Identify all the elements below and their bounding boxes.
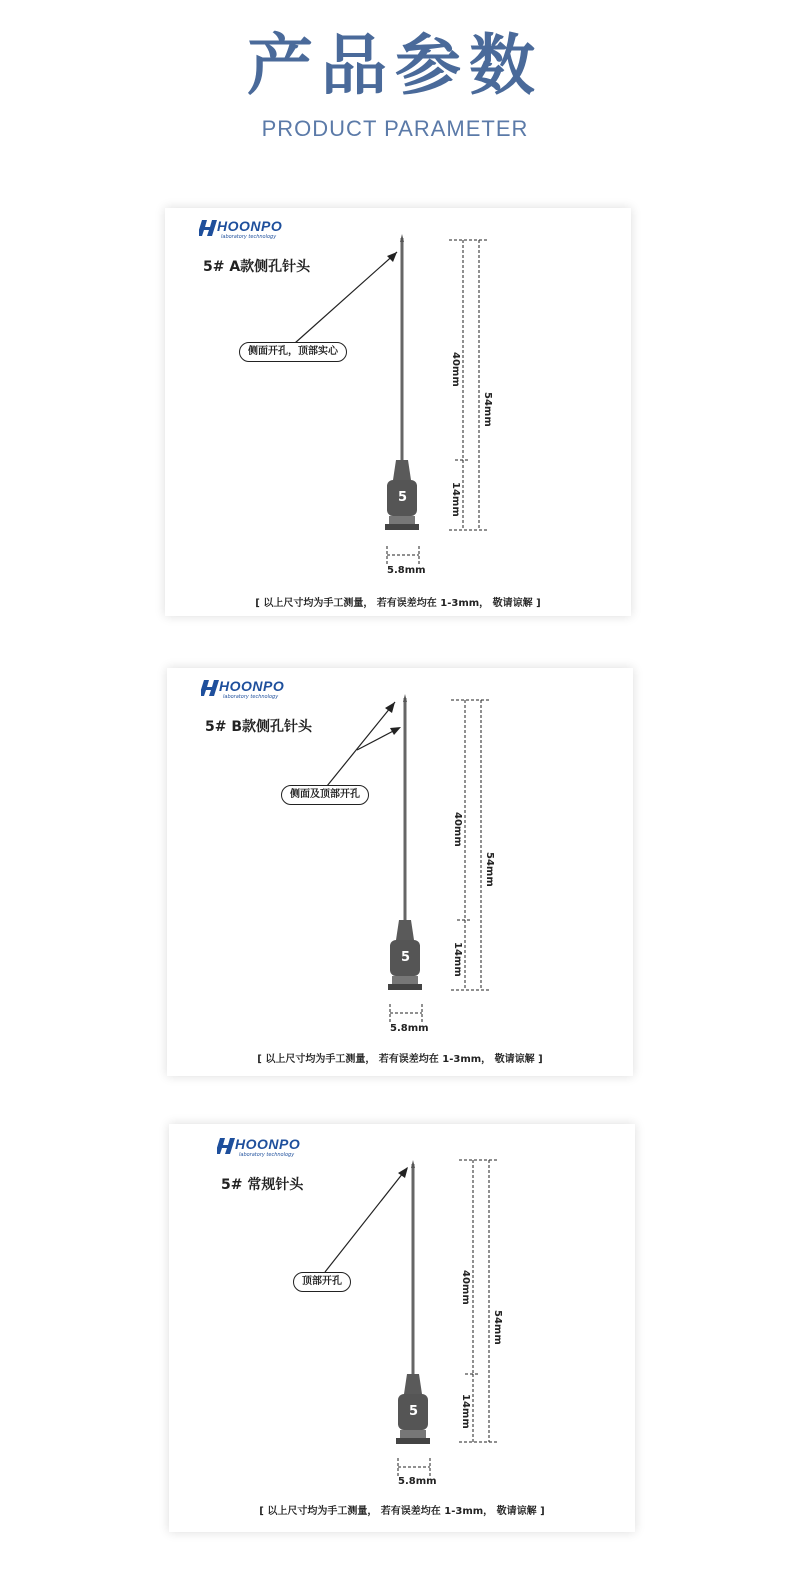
dim-hub-width: 5.8mm xyxy=(390,1023,429,1034)
card-title: 5# 常规针头 xyxy=(221,1177,304,1193)
dim-hub-length: 14mm xyxy=(460,1394,471,1429)
measurement-footnote: [ 以上尺寸均为手工测量， 若有误差均在 1-3mm， 敬请谅解 ] xyxy=(257,1054,543,1065)
dim-needle-length: 40mm xyxy=(452,812,463,847)
measurement-footnote: [ 以上尺寸均为手工测量， 若有误差均在 1-3mm， 敬请谅解 ] xyxy=(255,598,541,609)
callout-label: 侧面开孔，顶部实心 xyxy=(239,342,347,362)
dim-total-length: 54mm xyxy=(492,1310,503,1345)
callout-arrowhead xyxy=(398,1167,408,1178)
dim-total-length: 54mm xyxy=(484,852,495,887)
measurement-footnote: [ 以上尺寸均为手工测量， 若有误差均在 1-3mm， 敬请谅解 ] xyxy=(259,1506,545,1517)
callout-arrow-line xyxy=(325,1168,407,1272)
logo-text: HOONPO xyxy=(219,678,285,694)
logo-h-icon xyxy=(199,218,219,238)
callout-label: 侧面及顶部开孔 xyxy=(281,785,369,805)
callout-arrowhead xyxy=(387,252,397,262)
callout-arrow-line-top xyxy=(327,702,395,786)
dim-hub-length: 14mm xyxy=(450,482,461,517)
logo-subtext: laboratory technology xyxy=(221,234,277,240)
logo-h-icon xyxy=(217,1136,237,1156)
dim-hub-width: 5.8mm xyxy=(387,565,426,576)
card-title: 5# B款侧孔针头 xyxy=(205,719,313,735)
hub-number: 5 xyxy=(409,1404,419,1419)
hub-number: 5 xyxy=(401,950,411,965)
page-title: 产品参数 xyxy=(247,27,543,104)
dim-needle-length: 40mm xyxy=(450,352,461,387)
callout-label: 顶部开孔 xyxy=(293,1272,351,1292)
dim-hub-length: 14mm xyxy=(452,942,463,977)
product-card-b xyxy=(167,668,633,1076)
card-title: 5# A款侧孔针头 xyxy=(203,259,311,275)
page-subtitle: PRODUCT PARAMETER xyxy=(261,116,529,141)
dim-hub-width: 5.8mm xyxy=(398,1476,437,1487)
brand-logo xyxy=(217,1136,307,1162)
hub-number: 5 xyxy=(398,490,408,505)
logo-subtext: laboratory technology xyxy=(223,694,279,700)
dim-needle-length: 40mm xyxy=(460,1270,471,1305)
logo-subtext: laboratory technology xyxy=(239,1152,295,1158)
page-header xyxy=(0,0,790,160)
callout-arrowhead-side xyxy=(390,727,401,735)
logo-h-icon xyxy=(201,678,221,698)
callout-arrowhead-top xyxy=(385,702,395,713)
product-card-a xyxy=(165,208,631,616)
brand-logo xyxy=(201,678,291,704)
brand-logo xyxy=(199,218,289,244)
logo-text: HOONPO xyxy=(235,1136,301,1152)
logo-text: HOONPO xyxy=(217,218,283,234)
callout-arrow-line xyxy=(295,252,397,343)
product-card-regular xyxy=(169,1124,635,1532)
dim-total-length: 54mm xyxy=(482,392,493,427)
